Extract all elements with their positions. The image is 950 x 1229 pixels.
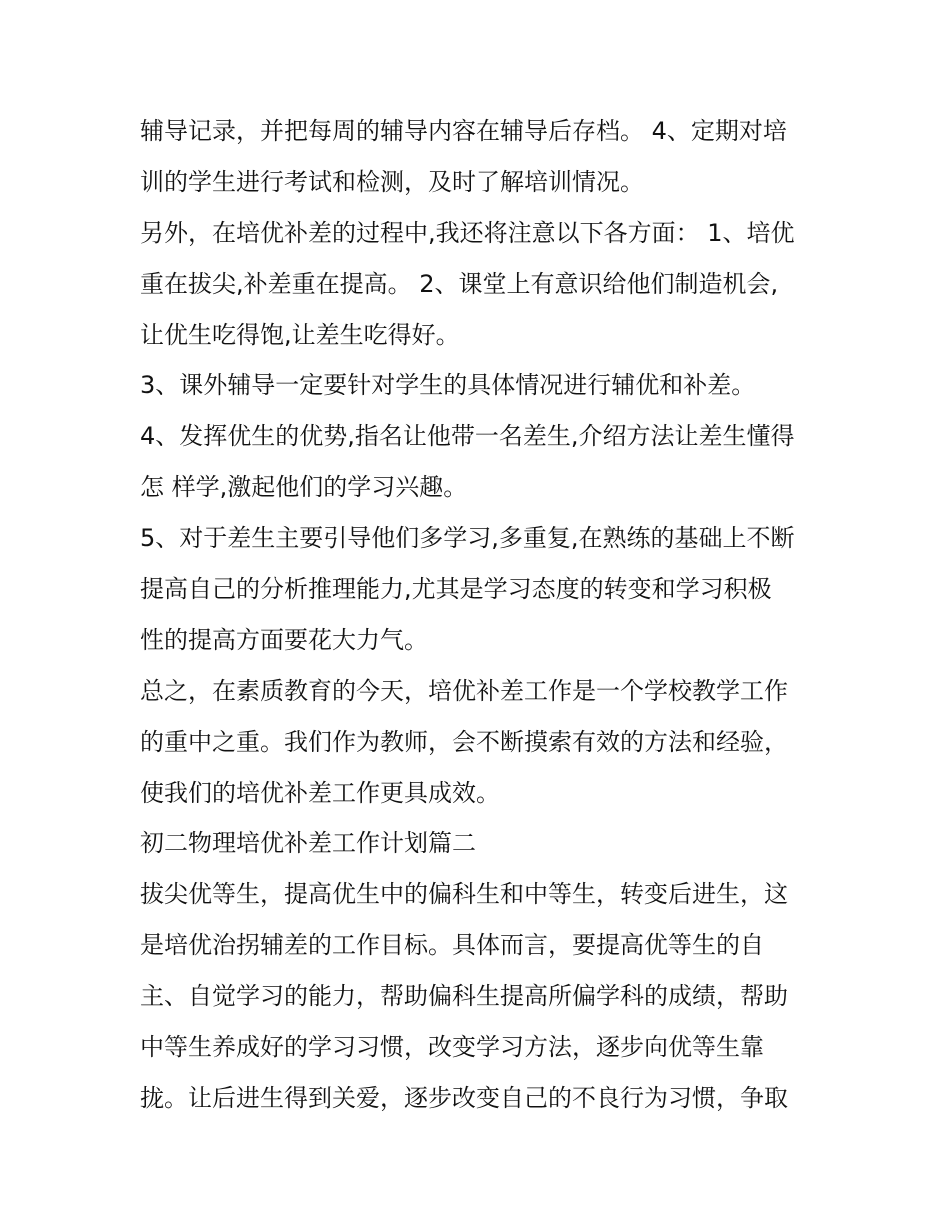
text-line: 拔尖优等生，提高优生中的偏科生和中等生，转变后进生，这 <box>140 880 788 909</box>
text-line: 总之，在素质教育的今天，培优补差工作是一个学校教学工作 <box>140 676 788 705</box>
text-line: 重在拔尖,补差重在提高。 2、课堂上有意识给他们制造机会, <box>140 269 779 298</box>
section-heading: 初二物理培优补差工作计划篇二 <box>140 829 476 858</box>
text-line: 使我们的培优补差工作更具成效。 <box>140 778 500 807</box>
text-line: 5、对于差生主要引导他们多学习,多重复,在熟练的基础上不断 <box>140 524 795 553</box>
text-line: 主、自觉学习的能力，帮助偏科生提高所偏学科的成绩，帮助 <box>140 982 788 1011</box>
text-line: 拢。让后进生得到关爱，逐步改变自己的不良行为习惯，争取 <box>140 1083 788 1112</box>
document-body <box>140 106 820 1124</box>
text-line: 3、课外辅导一定要针对学生的具体情况进行辅优和补差。 <box>140 371 756 400</box>
text-line: 训的学生进行考试和检测，及时了解培训情况。 <box>140 167 644 196</box>
text-line: 辅导记录，并把每周的辅导内容在辅导后存档。 4、定期对培 <box>140 117 787 145</box>
text-line: 中等生养成好的学习习惯，改变学习方法，逐步向优等生靠 <box>140 1033 764 1062</box>
text-line: 让优生吃得饱,让差生吃得好。 <box>140 320 460 349</box>
text-line: 是培优治拐辅差的工作目标。具体而言，要提高优等生的自 <box>140 931 764 960</box>
text-line: 的重中之重。我们作为教师，会不断摸索有效的方法和经验， <box>140 727 788 756</box>
text-line: 提高自己的分析推理能力,尤其是学习态度的转变和学习积极 <box>140 575 772 604</box>
text-line: 怎 样学,激起他们的学习兴趣。 <box>140 473 468 502</box>
text-line: 另外，在培优补差的过程中,我还将注意以下各方面： 1、培优 <box>140 218 795 247</box>
text-line: 性的提高方面要花大力气。 <box>140 625 428 654</box>
text-line: 4、发挥优生的优势,指名让他带一名差生,介绍方法让差生懂得 <box>140 422 795 451</box>
